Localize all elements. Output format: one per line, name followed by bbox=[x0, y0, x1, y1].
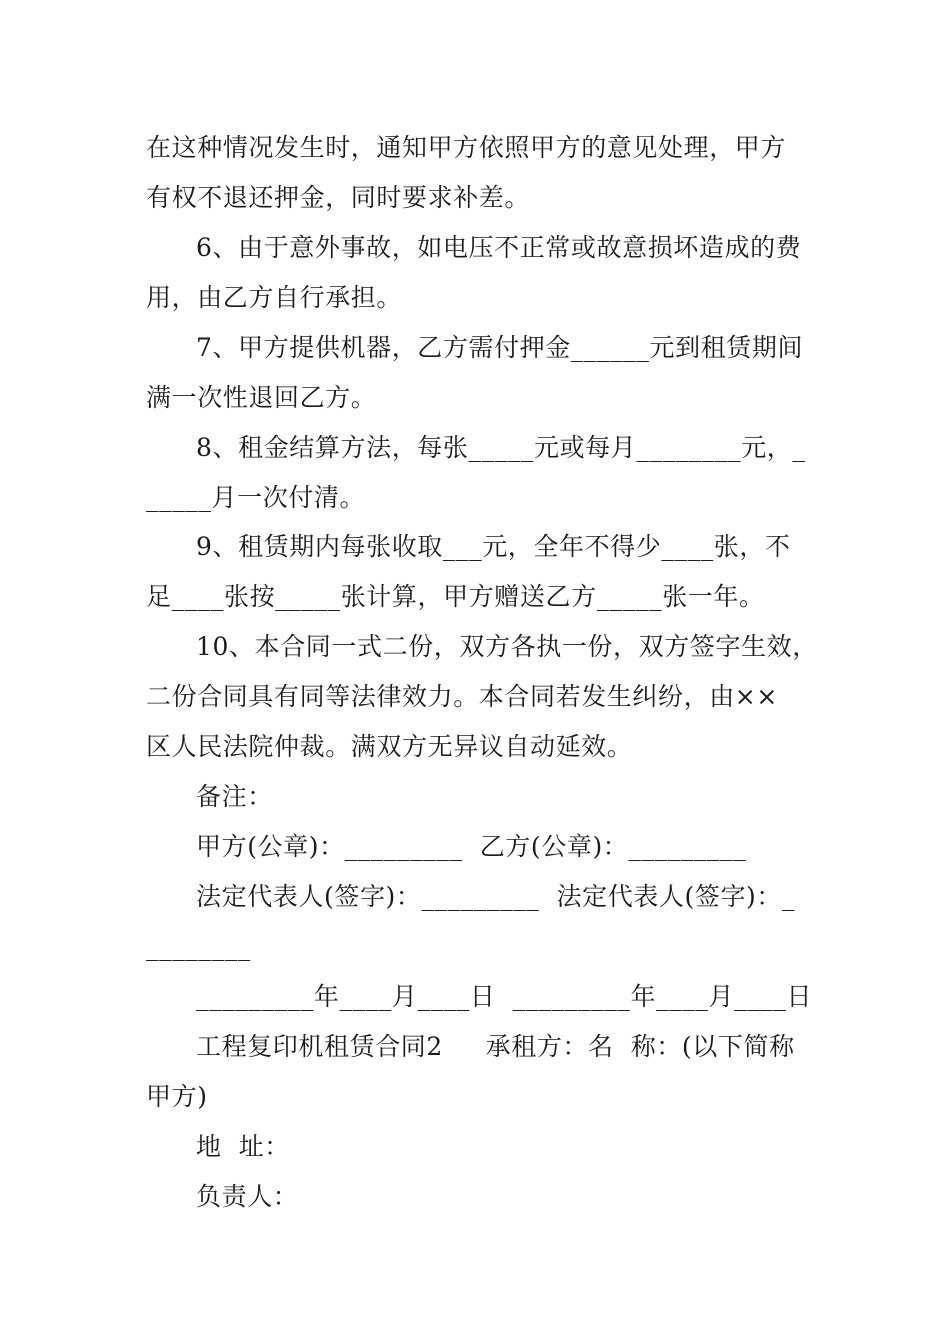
signature-date-line: _________年____月____日 _________年____月____日 bbox=[196, 982, 813, 1011]
clause-6-line-1: 6、由于意外事故，如电压不正常或故意损坏造成的费 bbox=[196, 233, 802, 262]
clause-9-line-1: 9、租赁期内每张收取___元，全年不得少____张，不 bbox=[196, 532, 791, 561]
clause-6-line-2: 用，由乙方自行承担。 bbox=[146, 283, 403, 312]
legal-representative-line: 法定代表人(签字)：_________ 法定代表人(签字)：_ bbox=[196, 882, 796, 911]
remarks-label: 备注： bbox=[196, 782, 273, 811]
contract-2-heading-line-2: 甲方) bbox=[146, 1082, 208, 1111]
address-label: 地 址： bbox=[196, 1132, 290, 1161]
contract-2-heading-line: 工程复印机租赁合同2 承租方：名 称：(以下简称 bbox=[196, 1032, 795, 1061]
clause-10-line-2: 二份合同具有同等法律效力。本合同若发生纠纷，由×× bbox=[146, 682, 778, 711]
clause-8-line-2: _____月一次付清。 bbox=[146, 483, 366, 512]
legal-representative-line-continued: ________ bbox=[146, 932, 251, 961]
clause-8-line-1: 8、租金结算方法，每张_____元或每月________元，_ bbox=[196, 433, 806, 462]
clause-9-line-2: 足____张按_____张计算，甲方赠送乙方_____张一年。 bbox=[146, 582, 765, 611]
clause-10-line-3: 区人民法院仲裁。满双方无异议自动延效。 bbox=[146, 732, 633, 761]
clause-10-line-1: 10、本合同一式二份，双方各执一份，双方签字生效， bbox=[196, 632, 818, 661]
clause-7-line-1: 7、甲方提供机器，乙方需付押金______元到租赁期间 bbox=[196, 333, 804, 362]
responsible-person-label: 负责人： bbox=[196, 1182, 299, 1211]
party-seal-line: 甲方(公章)：_________ 乙方(公章)：_________ bbox=[196, 832, 747, 861]
clause-7-line-2: 满一次性退回乙方。 bbox=[146, 383, 377, 412]
paragraph-5-line-2: 有权不退还押金，同时要求补差。 bbox=[146, 183, 531, 212]
paragraph-5-line-1: 在这种情况发生时，通知甲方依照甲方的意见处理，甲方 bbox=[146, 133, 787, 162]
